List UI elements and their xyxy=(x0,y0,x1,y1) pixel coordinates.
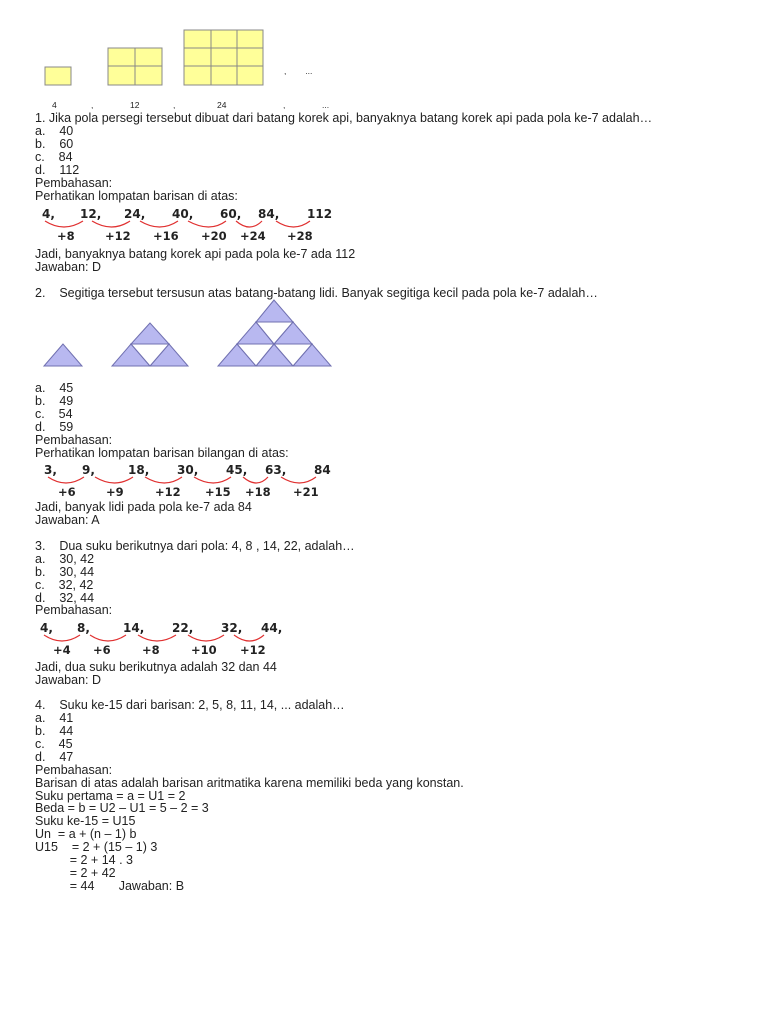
q3-discussion-label: Pembahasan: xyxy=(35,603,113,617)
q2-conclusion: Jadi, banyak lidi pada pola ke-7 ada 84 xyxy=(35,500,252,514)
q2-option-d: d. 59 xyxy=(35,420,74,434)
q2-increment: +6 xyxy=(58,485,76,499)
q1-increment: +8 xyxy=(57,229,75,243)
q3-answer: Jawaban: D xyxy=(35,673,102,687)
q1-increment: +20 xyxy=(201,229,227,243)
q2-increment: +12 xyxy=(155,485,181,499)
square-pattern-1 xyxy=(45,67,71,85)
q2-seq-term: 63, xyxy=(265,463,287,477)
q2-discussion-label: Pembahasan: xyxy=(35,433,113,447)
q2-answer: Jawaban: A xyxy=(35,513,100,527)
q1-seq-term: 40, xyxy=(172,207,194,221)
q2-increment: +18 xyxy=(245,485,271,499)
q2-seq-term: 84 xyxy=(314,463,331,477)
q2-increment: +9 xyxy=(106,485,124,499)
q1-option-a: a. 40 xyxy=(35,124,74,138)
q4-line: Un = a + (n – 1) b xyxy=(35,827,137,841)
square-pattern-3 xyxy=(184,30,263,85)
q1-seq-term: 4, xyxy=(42,207,55,221)
figure1-label: 24 xyxy=(217,100,227,110)
q4-option-a: a. 41 xyxy=(35,711,74,725)
q1-question: 1. Jika pola persegi tersebut dibuat dari batang korek api, banyaknya batang korek api pada pola ke-7 adalah… xyxy=(35,111,653,125)
q2-seq-term: 30, xyxy=(177,463,199,477)
q2-seq-term: 9, xyxy=(82,463,95,477)
q1-increment: +12 xyxy=(105,229,131,243)
q1-seq-term: 112 xyxy=(307,207,333,221)
q1-increment: +28 xyxy=(287,229,313,243)
q3-seq-term: 32, xyxy=(221,621,243,635)
figure1-label: , xyxy=(91,100,94,110)
q2-seq-term: 18, xyxy=(128,463,150,477)
q3-seq-term: 4, xyxy=(40,621,53,635)
q1-seq-term: 24, xyxy=(124,207,146,221)
q1-seq-term: 60, xyxy=(220,207,242,221)
square-pattern-2 xyxy=(108,48,162,85)
q4-line: Suku ke-15 = U15 xyxy=(35,814,136,828)
triangle-pattern-2 xyxy=(112,323,188,366)
q2-option-b: b. 49 xyxy=(35,394,74,408)
q3-increment: +12 xyxy=(240,643,266,657)
figure1-label: 12 xyxy=(130,100,140,110)
q1-seq-term: 12, xyxy=(80,207,102,221)
q2-discussion-intro: Perhatikan lompatan barisan bilangan di atas: xyxy=(35,446,289,460)
q2-option-c: c. 54 xyxy=(35,407,73,421)
q1-increment: +24 xyxy=(240,229,266,243)
q3-seq-term: 22, xyxy=(172,621,194,635)
q2-increment: +15 xyxy=(205,485,231,499)
q4-line: Suku pertama = a = U1 = 2 xyxy=(35,789,186,803)
triangle-pattern-figure xyxy=(0,298,768,378)
q4-line: = 2 + 14 . 3 xyxy=(35,853,133,867)
q1-discussion-label: Pembahasan: xyxy=(35,176,113,190)
q1-conclusion: Jadi, banyaknya batang korek api pada pola ke-7 ada 112 xyxy=(35,247,356,261)
q4-line: Barisan di atas adalah barisan aritmatika karena memiliki beda yang konstan. xyxy=(35,776,464,790)
q3-increment: +6 xyxy=(93,643,111,657)
q4-option-c: c. 45 xyxy=(35,737,73,751)
q4-line: U15 = 2 + (15 – 1) 3 xyxy=(35,840,158,854)
q3-jump-arcs xyxy=(0,629,768,659)
q2-option-a: a. 45 xyxy=(35,381,74,395)
q3-seq-term: 44, xyxy=(261,621,283,635)
triangle-pattern-1 xyxy=(44,344,82,366)
square-pattern-figure xyxy=(0,0,768,100)
q3-conclusion: Jadi, dua suku berikutnya adalah 32 dan 44 xyxy=(35,660,277,674)
q4-option-d: d. 47 xyxy=(35,750,74,764)
triangle-pattern-3 xyxy=(218,300,331,366)
q3-option-b: b. 30, 44 xyxy=(35,565,95,579)
q3-option-a: a. 30, 42 xyxy=(35,552,95,566)
figure1-ellipsis: , ... xyxy=(284,66,313,76)
q3-increment: +8 xyxy=(142,643,160,657)
q1-option-d: d. 112 xyxy=(35,163,80,177)
q4-line: = 2 + 42 xyxy=(35,866,116,880)
q1-option-b: b. 60 xyxy=(35,137,74,151)
figure1-label: ... xyxy=(322,100,330,110)
q1-discussion-intro: Perhatikan lompatan barisan di atas: xyxy=(35,189,238,203)
q2-seq-term: 45, xyxy=(226,463,248,477)
q2-seq-term: 3, xyxy=(44,463,57,477)
q1-increment: +16 xyxy=(153,229,179,243)
q3-seq-term: 8, xyxy=(77,621,90,635)
q1-seq-term: 84, xyxy=(258,207,280,221)
q2-increment: +21 xyxy=(293,485,319,499)
figure1-label: , xyxy=(283,100,286,110)
figure1-label: , xyxy=(173,100,176,110)
q3-question: 3. Dua suku berikutnya dari pola: 4, 8 , 14, 22, adalah… xyxy=(35,539,355,553)
q4-discussion-label: Pembahasan: xyxy=(35,763,113,777)
q3-increment: +4 xyxy=(53,643,71,657)
q3-option-d: d. 32, 44 xyxy=(35,591,95,605)
q4-line: Beda = b = U2 – U1 = 5 – 2 = 3 xyxy=(35,801,209,815)
figure1-label: 4 xyxy=(52,100,57,110)
q1-option-c: c. 84 xyxy=(35,150,73,164)
q3-option-c: c. 32, 42 xyxy=(35,578,94,592)
q3-increment: +10 xyxy=(191,643,217,657)
q1-answer: Jawaban: D xyxy=(35,260,102,274)
q4-line: = 44 Jawaban: B xyxy=(35,879,185,893)
q3-seq-term: 14, xyxy=(123,621,145,635)
q4-question: 4. Suku ke-15 dari barisan: 2, 5, 8, 11, 14, ... adalah… xyxy=(35,698,345,712)
q4-option-b: b. 44 xyxy=(35,724,74,738)
q2-question: 2. Segitiga tersebut tersusun atas batang-batang lidi. Banyak segitiga kecil pada pola ke-7 adalah… xyxy=(35,286,598,300)
